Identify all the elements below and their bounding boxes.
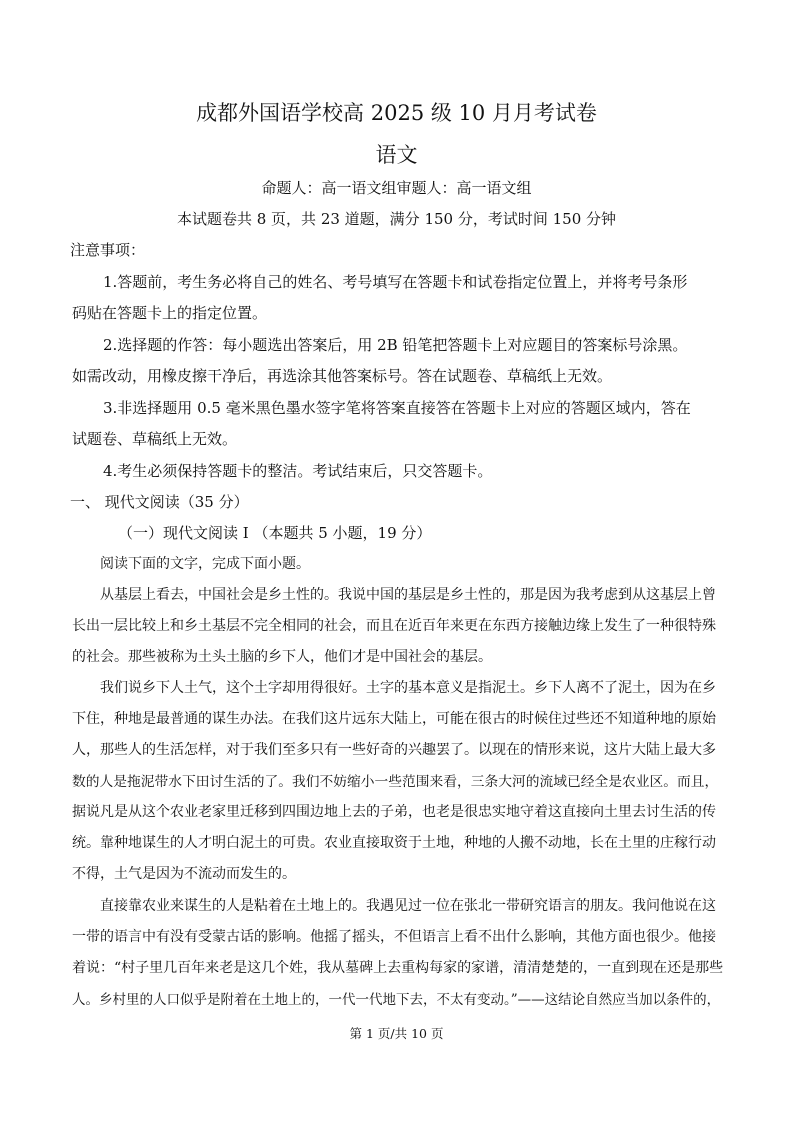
passage-line: 直接靠农业来谋生的人是粘着在土地上的。我遇见过一位在张北一带研究语言的朋友。我问他说在这 (100, 898, 716, 914)
notice-line: 3.非选择题用 0.5 毫米黑色墨水签字笔将答案直接答在答题卡上对应的答题区域内，答在 (103, 399, 691, 417)
passage-line: 人，那些人的生活怎样，对于我们至多只有一些好奇的兴趣罢了。以现在的情形来说，这片大陆上最大多 (72, 742, 716, 758)
notice-line: 如需改动，用橡皮擦干净后，再选涂其他答案标号。答在试题卷、草稿纸上无效。 (72, 367, 613, 385)
notice-heading: 注意事项： (70, 241, 146, 259)
passage-line: 下住，种地是最普通的谋生办法。在我们这片远东大陆上，可能在很古的时候住过些还不知道种地的原始 (72, 711, 716, 727)
authors-line: 命题人：高一语文组审题人：高一语文组 (261, 179, 532, 197)
passage-line: 据说凡是从这个农业老家里迁移到四围边地上去的子弟，也老是很忠实地守着这直接向土里去讨生活的传 (72, 804, 716, 820)
passage-line: 统。靠种地谋生的人才明白泥土的可贵。农业直接取资于土地，种地的人搬不动地，长在土里的庄稼行动 (72, 835, 716, 851)
passage-line: 长出一层比较上和乡土基层不完全相同的社会，而且在近百年来更在东西方接触边缘上发生了一种很特殊 (72, 618, 716, 634)
notice-line: 试题卷、草稿纸上无效。 (72, 430, 238, 448)
passage-line: 一带的语言中有没有受蒙古话的影响。他摇了摇头，不但语言上看不出什么影响，其他方面也很少。他接 (72, 929, 716, 945)
exam-info-line: 本试题卷共 8 页，共 23 道题，满分 150 分，考试时间 150 分钟 (176, 210, 617, 228)
subject-title: 语文 (375, 143, 418, 167)
section-subheading: （一）现代文阅读 I （本题共 5 小题，19 分） (118, 524, 432, 542)
passage-line: 不得，土气是因为不流动而发生的。 (72, 866, 296, 882)
page-number: 第 1 页/共 10 页 (349, 1026, 444, 1041)
notice-line: 码贴在答题卡上的指定位置。 (72, 304, 268, 322)
notice-line: 4.考生必须保持答题卡的整洁。考试结束后，只交答题卡。 (103, 462, 493, 480)
passage-line: 的社会。那些被称为土头土脑的乡下人，他们才是中国社会的基层。 (72, 649, 492, 665)
passage-line: 我们说乡下人土气，这个土字却用得很好。土字的基本意义是指泥土。乡下人离不了泥土，因为在乡 (100, 680, 716, 696)
passage-line: 人。乡村里的人口似乎是附着在土地上的，一代一代地下去，不太有变动。”——这结论自然应当加以条件的， (72, 992, 721, 1008)
reading-instruction: 阅读下面的文字，完成下面小题。 (100, 556, 310, 572)
passage-line: 着说：“村子里几百年来老是这几个姓，我从墓碑上去重构每家的家谱，清清楚楚的，一直到现在还是那些 (72, 960, 724, 976)
passage-line: 从基层上看去，中国社会是乡土性的。我说中国的基层是乡土性的，那是因为我考虑到从这基层上曾 (100, 587, 716, 603)
notice-line: 2.选择题的作答：每小题选出答案后，用 2B 铅笔把答题卡上对应题目的答案标号涂黑。 (103, 336, 688, 354)
notice-line: 1.答题前，考生务必将自己的姓名、考号填写在答题卡和试卷指定位置上，并将考号条形 (103, 273, 688, 291)
passage-line: 数的人是拖泥带水下田讨生活的了。我们不妨缩小一些范围来看，三条大河的流域已经全是农业区。而且， (72, 774, 719, 790)
exam-title: 成都外国语学校高 2025 级 10 月月考试卷 (196, 101, 597, 125)
section-heading: 一、 现代文阅读（35 分） (70, 493, 249, 511)
